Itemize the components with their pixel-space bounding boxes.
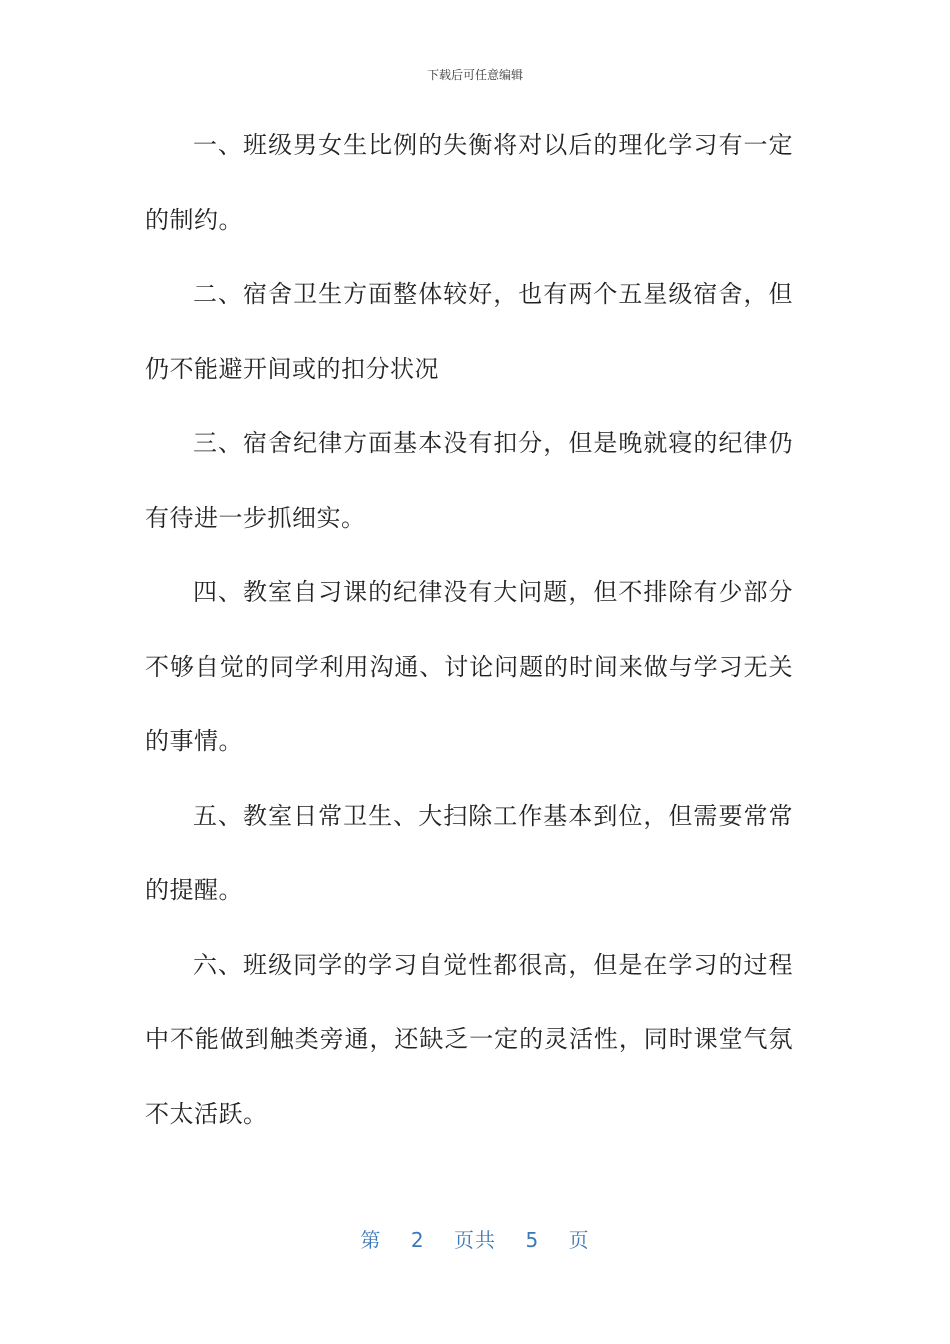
paragraph-3: 三、宿舍纪律方面基本没有扣分，但是晚就寝的纪律仍有待进一步抓细实。 bbox=[145, 429, 793, 532]
page-footer bbox=[0, 1224, 950, 1253]
document-body bbox=[145, 108, 793, 1151]
paragraph-4: 四、教室自习课的纪律没有大问题，但不排除有少部分不够自觉的同学利用沟通、讨论问题的时间来做与学习无关的事情。 bbox=[145, 578, 793, 755]
footer-middle: 页共 bbox=[454, 1228, 496, 1252]
paragraph-2: 二、宿舍卫生方面整体较好，也有两个五星级宿舍，但仍不能避开间或的扣分状况 bbox=[145, 280, 793, 383]
paragraph-5: 五、教室日常卫生、大扫除工作基本到位，但需要常常的提醒。 bbox=[145, 801, 793, 904]
paragraph-1: 一、班级男女生比例的失衡将对以后的理化学习有一定的制约。 bbox=[145, 131, 793, 234]
footer-total-pages: 5 bbox=[525, 1228, 540, 1252]
footer-prefix: 第 bbox=[360, 1228, 382, 1252]
footer-suffix: 页 bbox=[568, 1228, 590, 1252]
paragraph-6: 六、班级同学的学习自觉性都很高，但是在学习的过程中不能做到触类旁通，还缺乏一定的灵活性，同时课堂气氛不太活跃。 bbox=[145, 950, 793, 1128]
footer-current-page: 2 bbox=[410, 1228, 425, 1252]
page-header-note: 下载后可任意编辑 bbox=[426, 68, 523, 82]
